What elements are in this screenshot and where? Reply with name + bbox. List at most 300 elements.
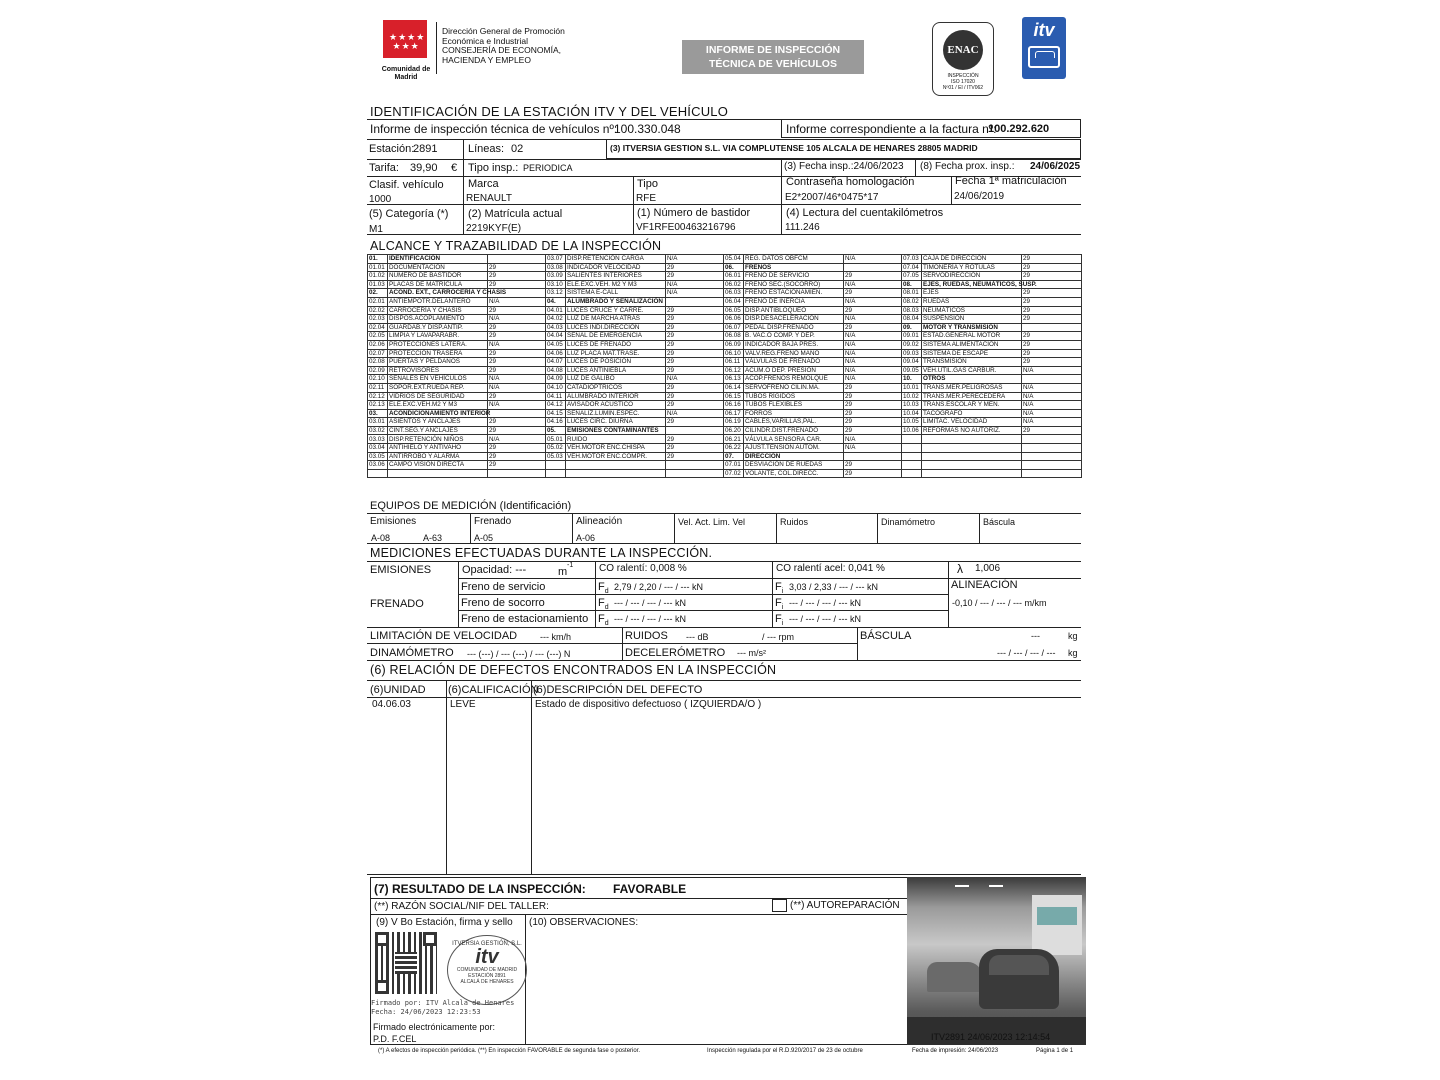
scope-row <box>368 426 1082 435</box>
scope-item <box>388 469 488 478</box>
scope-result: 29 <box>1022 272 1082 281</box>
enac-sub3: Nº01 / EI / ITV062 <box>942 85 984 91</box>
freno-estac-label: Freno de estacionamiento <box>461 613 589 625</box>
scope-item: LIMITAC. VELOCIDAD <box>922 418 1022 427</box>
scope-code: 09. <box>902 323 922 332</box>
scope-item: LUCES CRUCE Y CARRE. <box>566 306 666 315</box>
scope-result: 29 <box>1022 306 1082 315</box>
km-label: (4) Lectura del cuentakilómetros <box>786 207 944 219</box>
scope-row <box>368 409 1082 418</box>
factura-label: Informe correspondiente a la factura nº: <box>786 122 997 136</box>
bascula-v2: --- / --- / --- / --- <box>997 648 1056 658</box>
fd-servicio-value: 2,79 / 2,20 / --- / --- kN <box>614 582 704 592</box>
scope-result: 29 <box>488 418 546 427</box>
mediciones-title: MEDICIONES EFECTUADAS DURANTE LA INSPECCIÓN. <box>370 546 713 560</box>
scope-item: TRANS.MER.PERECEDERA <box>922 392 1022 401</box>
scope-result <box>1022 452 1082 461</box>
scope-item: B. VAC.O COMP. Y DEP. <box>744 332 844 341</box>
fd-socorro: $F_d$ <box>598 597 609 612</box>
defect-unidad: 04.06.03 <box>372 699 411 710</box>
col-calificacion: (6)CALIFICACIÓN <box>448 684 539 696</box>
scope-result: 29 <box>1022 349 1082 358</box>
scope-item: FRENO DE SERVICIO <box>744 272 844 281</box>
photo-caption: ITV2891 24/06/2023 12:14:54 <box>931 1032 1051 1042</box>
scope-item: SISTEMA DE ESCAPE <box>922 349 1022 358</box>
scope-result: 29 <box>488 444 546 453</box>
scope-code: 06.08 <box>724 332 744 341</box>
scope-code: 09.01 <box>902 332 922 341</box>
scope-item: VEH.UTIL.GAS CARBUR. <box>922 366 1022 375</box>
scope-row <box>368 306 1082 315</box>
scope-code: 10.01 <box>902 383 922 392</box>
scope-result: 29 <box>844 461 902 470</box>
scope-result: 29 <box>488 306 546 315</box>
scope-code: 04.07 <box>546 358 566 367</box>
fd-estac: $F_d$ <box>598 613 609 628</box>
scope-result: 29 <box>488 332 546 341</box>
scope-item: GUARDAB.Y DISP.ANTIP. <box>388 323 488 332</box>
scope-result: 29 <box>666 263 724 272</box>
tipo-insp-value: PERIODICA <box>523 163 573 173</box>
scope-row <box>368 469 1082 478</box>
lineas-value: 02 <box>511 143 524 155</box>
scope-item: INDICADOR VELOCIDAD <box>566 263 666 272</box>
scope-result: 29 <box>1022 263 1082 272</box>
fecha-mat-value: 24/06/2019 <box>954 191 1005 202</box>
scope-item: LUZ DE GÁLIBO <box>566 375 666 384</box>
tarifa-value: 39,90 <box>410 162 438 174</box>
med-emisiones-label: EMISIONES <box>370 564 432 576</box>
scope-result: 29 <box>844 306 902 315</box>
scope-item: CILINDR.DIST.FRENADO <box>744 426 844 435</box>
scope-result <box>488 409 546 418</box>
scope-result: N/A <box>666 280 724 289</box>
scope-code: 03.08 <box>546 263 566 272</box>
scope-item: VÁLVULA SENSORA CAR. <box>744 435 844 444</box>
fi-estac-value: --- / --- / --- / --- kN <box>789 614 861 624</box>
scope-code: 06.22 <box>724 444 744 453</box>
scope-row <box>368 401 1082 410</box>
scope-item: SALIENTES INTERIORES <box>566 272 666 281</box>
scope-result: N/A <box>844 280 902 289</box>
scope-code: 04. <box>546 297 566 306</box>
scope-code: 08.02 <box>902 297 922 306</box>
scope-result: 29 <box>1022 289 1082 298</box>
scope-code: 02.11 <box>368 383 388 392</box>
scope-result: N/A <box>488 435 546 444</box>
scope-result: N/A <box>1022 383 1082 392</box>
scope-item: ESTAD.GENERAL MOTOR <box>922 332 1022 341</box>
scope-code: 03. <box>368 409 388 418</box>
scope-result: 29 <box>844 469 902 478</box>
matricula-label: (2) Matrícula actual <box>468 208 563 220</box>
footer-note: (*) A efectos de inspección periódica. (**) En inspección FAVORABLE de segunda fase o posterior. <box>378 1048 641 1054</box>
scope-item <box>922 461 1022 470</box>
scope-item: ANTIRROBO Y ALARMA <box>388 452 488 461</box>
scope-result: 29 <box>666 358 724 367</box>
scope-item: TACÓGRAFO <box>922 409 1022 418</box>
scope-code: 06.19 <box>724 418 744 427</box>
scope-row <box>368 272 1082 281</box>
scope-code: 04.12 <box>546 401 566 410</box>
scope-item: TUBOS FLEXIBLES <box>744 401 844 410</box>
car-icon <box>1028 46 1060 68</box>
scope-result <box>1022 435 1082 444</box>
fd-estac-value: --- / --- / --- / --- kN <box>614 614 686 624</box>
scope-code: 06.01 <box>724 272 744 281</box>
fecha-prox-value: 24/06/2025 <box>1030 161 1081 172</box>
scope-item: TRANS.ESCOLAR Y MEN. <box>922 401 1022 410</box>
madrid-logo <box>383 20 427 68</box>
opacidad-exp: -1 <box>567 562 574 569</box>
scope-item: ELE.EXC.VEH. M2 Y M3 <box>566 280 666 289</box>
scope-row <box>368 315 1082 324</box>
scope-item: DISPOS.ACOPLAMIENTO <box>388 315 488 324</box>
scope-row <box>368 375 1082 384</box>
ruidos-db: --- dB <box>686 632 709 642</box>
scope-code: 04.15 <box>546 409 566 418</box>
alineacion-value: -0,10 / --- / --- / --- m/km <box>952 598 1047 608</box>
scope-code: 06.06 <box>724 315 744 324</box>
dg-line4: HACIENDA Y EMPLEO <box>442 54 531 65</box>
scope-item: PROTECCIONES LATERA. <box>388 340 488 349</box>
scope-code <box>902 469 922 478</box>
scope-result: 29 <box>488 349 546 358</box>
dg-line1: Dirección General de Promoción <box>442 26 565 36</box>
scope-row <box>368 452 1082 461</box>
scope-item: ANTIEMPOTR.DELANTERO <box>388 297 488 306</box>
decel-label: DECELERÓMETRO <box>625 647 726 659</box>
scope-code: 02.03 <box>368 315 388 324</box>
scope-result <box>666 426 724 435</box>
scope-result: N/A <box>1022 392 1082 401</box>
scope-item: LUZ DE MARCHA ATRÁS <box>566 315 666 324</box>
inspection-photo <box>907 877 1086 1045</box>
scope-item: ACOND. EXT., CARROCERÍA Y CHASIS <box>389 289 507 297</box>
ident-title: IDENTIFICACIÓN DE LA ESTACIÓN ITV Y DEL VEHÍCULO <box>370 104 729 119</box>
scope-item: CARROCERÍA Y CHASIS <box>388 306 488 315</box>
limitacion-label: LIMITACIÓN DE VELOCIDAD <box>370 630 518 642</box>
clasif-value: 1000 <box>369 194 392 205</box>
scope-code <box>546 469 566 478</box>
scope-row <box>368 383 1082 392</box>
fd-servicio: $F_d$ <box>598 581 609 596</box>
scope-code: 04.01 <box>546 306 566 315</box>
stamp-city: ALCALÁ DE HENARES <box>460 979 514 985</box>
categoria-label: (5) Categoría (*) <box>369 208 449 220</box>
scope-item: ALUMBRADO INTERIOR <box>566 392 666 401</box>
tipo-value: RFE <box>636 193 656 204</box>
scope-item: ACOP.FRENOS REMOLQUE <box>744 375 844 384</box>
matricula-value: 2219KYF(E) <box>466 223 522 234</box>
scope-result: N/A <box>844 358 902 367</box>
scope-row <box>368 289 1082 298</box>
scope-code: 01.01 <box>368 263 388 272</box>
scope-item: PUERTAS Y PELDAÑOS <box>388 358 488 367</box>
scope-item: VÁLVULAS DE FRENADO <box>744 358 844 367</box>
scope-item: SISTEMA E-CALL <box>566 289 666 298</box>
scope-result: 29 <box>1022 332 1082 341</box>
empresa-text: (3) ITVERSIA GESTION S.L. VIA COMPLUTENSE 105 ALCALA DE HENARES 28805 MADRID <box>610 143 978 153</box>
marca-label: Marca <box>468 178 499 190</box>
scope-result: 29 <box>1022 340 1082 349</box>
scope-code: 04.08 <box>546 366 566 375</box>
scope-result: N/A <box>666 375 724 384</box>
tarifa-label: Tarifa: <box>369 162 399 174</box>
scope-item: SEÑALIZ.LUMIN.ESPEC. <box>566 409 666 418</box>
scope-item: PROTECCIÓN TRASERA <box>388 349 488 358</box>
bastidor-value: VF1RFE00463216796 <box>636 222 736 233</box>
fecha-insp: (3) Fecha insp.:24/06/2023 <box>784 161 904 172</box>
informe-label: Informe de inspección técnica de vehículos nº: <box>370 122 618 136</box>
scope-item: ACONDICIONAMIENTO INTERIOR <box>389 409 491 417</box>
scope-result: N/A <box>488 383 546 392</box>
tipo-label: Tipo <box>637 178 658 190</box>
tipo-insp-label: Tipo insp.: <box>468 162 519 174</box>
scope-code: 06.17 <box>724 409 744 418</box>
scope-item: VIDRIOS DE SEGURIDAD <box>388 392 488 401</box>
itv-label: itv <box>1033 20 1055 40</box>
scope-code <box>368 469 388 478</box>
scope-code: 06.09 <box>724 340 744 349</box>
scope-item <box>922 469 1022 478</box>
scope-item: TRANS.MER.PELIGROSAS <box>922 383 1022 392</box>
fecha-prox-label: (8) Fecha prox. insp.: <box>920 161 1015 172</box>
eq-emisiones-v2: A-63 <box>423 533 443 543</box>
enac-logo <box>932 22 994 96</box>
scope-result: 29 <box>1022 315 1082 324</box>
ruidos-label: RUIDOS <box>625 630 668 642</box>
scope-item: TIMONERÍA Y RÓTULAS <box>922 263 1022 272</box>
scope-item: LUZ PLACA MAT.TRASE. <box>566 349 666 358</box>
scope-result: 29 <box>666 323 724 332</box>
ruidos-rpm: / --- rpm <box>762 632 794 642</box>
scope-item <box>566 461 666 470</box>
co-ralenti-acel: CO ralentí acel: 0,041 % <box>776 563 885 574</box>
scope-item: INDICADOR BAJA PRES. <box>744 340 844 349</box>
lineas-label: Líneas: <box>468 143 505 155</box>
scope-item: VEH.MOTOR ENC.COMPR. <box>566 452 666 461</box>
scope-code: 09.02 <box>902 340 922 349</box>
scope-item: VOLANTE, COL.DIRECC. <box>744 469 844 478</box>
autoreparacion-checkbox[interactable] <box>772 899 787 912</box>
dg-line3: CONSEJERÍA DE ECONOMÍA, <box>442 45 562 55</box>
scope-code: 09.05 <box>902 366 922 375</box>
scope-code: 02.01 <box>368 297 388 306</box>
scope-row <box>368 297 1082 306</box>
opacidad-unit: m <box>558 566 568 578</box>
razon-social-label: (**) RAZÓN SOCIAL/NIF DEL TALLER: <box>374 901 549 912</box>
scope-code: 05.03 <box>546 452 566 461</box>
fd-socorro-value: --- / --- / --- / --- kN <box>614 598 686 608</box>
report-banner <box>682 40 864 74</box>
scope-code: 06.14 <box>724 383 744 392</box>
scope-item: DISP.RETENCIÓN NIÑOS <box>388 435 488 444</box>
itv-logo <box>1022 17 1066 79</box>
scope-item: NÚMERO DE BASTIDOR <box>388 272 488 281</box>
scope-result: 29 <box>488 426 546 435</box>
estacion-label: Estación: <box>369 143 415 155</box>
scope-result: 29 <box>666 272 724 281</box>
scope-code: 01. <box>368 255 388 264</box>
scope-result <box>1022 375 1082 384</box>
scope-item: RETROVISORES <box>388 366 488 375</box>
scope-result: 29 <box>844 272 902 281</box>
scope-item <box>566 469 666 478</box>
scope-item: LUCES ANTINIEBLA <box>566 366 666 375</box>
scope-code: 09.04 <box>902 358 922 367</box>
scope-code: 10.03 <box>902 401 922 410</box>
scope-item: ASIENTOS Y ANCLAJES <box>388 418 488 427</box>
firmado-pd: P.D. F.CEL <box>373 1034 417 1044</box>
scope-item: LUCES DE POSICIÓN <box>566 358 666 367</box>
scope-result: N/A <box>844 375 902 384</box>
stamp-station: ESTACIÓN 2891 <box>468 973 506 979</box>
dinamometro-value: --- (---) / --- (---) / --- (---) N <box>467 649 571 659</box>
scope-item: CAJA DE DIRECCIÓN <box>922 255 1022 264</box>
scope-code: 02.05 <box>368 332 388 341</box>
eq-frenado-value: A-05 <box>474 533 494 543</box>
scope-code: 06.10 <box>724 349 744 358</box>
scope-item: TUBOS RÍGIDOS <box>744 392 844 401</box>
scope-row <box>368 255 1082 264</box>
scope-code: 06.11 <box>724 358 744 367</box>
scope-result: 29 <box>488 392 546 401</box>
qr-code <box>375 932 437 994</box>
scope-result <box>1022 469 1082 478</box>
eq-alineacion-label: Alineación <box>576 516 623 527</box>
scope-title: ALCANCE Y TRAZABILIDAD DE LA INSPECCIÓN <box>370 239 662 253</box>
scope-result: 29 <box>488 280 546 289</box>
scope-item: ELE.EXC.VEH.M2 Y M3 <box>388 401 488 410</box>
scope-item: LIMPIA Y LAVAPARABR. <box>388 332 488 341</box>
scope-item: NEUMÁTICOS <box>922 306 1022 315</box>
scope-result <box>844 263 902 272</box>
scope-code: 04.03 <box>546 323 566 332</box>
scope-code: 10.02 <box>902 392 922 401</box>
fi-estac: $F_i$ <box>775 613 784 628</box>
scope-code: 03.02 <box>368 426 388 435</box>
enac-sub2: ISO 17020 <box>951 79 975 85</box>
scope-code: 06.13 <box>724 375 744 384</box>
scope-result: 29 <box>666 452 724 461</box>
fi-servicio-value: 3,03 / 2,33 / --- / --- kN <box>789 582 879 592</box>
scope-code: 02.09 <box>368 366 388 375</box>
scope-code: 02.02 <box>368 306 388 315</box>
scope-row <box>368 263 1082 272</box>
scope-code: 03.07 <box>546 255 566 264</box>
eq-dinamometro-label: Dinamómetro <box>881 517 936 527</box>
eq-ruidos-label: Ruidos <box>780 517 809 527</box>
scope-result <box>844 452 902 461</box>
limitacion-value: --- km/h <box>540 632 571 642</box>
scope-item: LUCES INDI.DIRECCIÓN <box>566 323 666 332</box>
scope-row <box>368 349 1082 358</box>
scope-code: 04.11 <box>546 392 566 401</box>
scope-code <box>902 435 922 444</box>
scope-result <box>666 461 724 470</box>
scope-item: SERVODIRECCIÓN <box>922 272 1022 281</box>
scope-result: 29 <box>488 323 546 332</box>
scope-item: IDENTIFICACIÓN <box>388 255 488 264</box>
scope-item: ACUM.O DEP. PRESIÓN <box>744 366 844 375</box>
footer-pagina: Página 1 de 1 <box>1036 1048 1074 1054</box>
scope-code: 07.04 <box>902 263 922 272</box>
scope-result: N/A <box>844 340 902 349</box>
scope-code: 06.12 <box>724 366 744 375</box>
scope-result: 29 <box>844 401 902 410</box>
scope-item: EMISIONES CONTAMINANTES <box>566 426 666 435</box>
lambda-value: 1,006 <box>975 563 1001 574</box>
scope-code: 07.02 <box>724 469 744 478</box>
clasif-label: Clasif. vehículo <box>369 179 444 191</box>
scope-code: 04.10 <box>546 383 566 392</box>
scope-item: SUSPENSIÓN <box>922 315 1022 324</box>
scope-result: 29 <box>488 358 546 367</box>
scope-code: 03.12 <box>546 289 566 298</box>
eq-emisiones-label: Emisiones <box>370 516 417 527</box>
scope-code: 03.09 <box>546 272 566 281</box>
scope-table-wrap <box>367 254 1082 478</box>
fi-servicio: $F_i$ <box>775 581 784 596</box>
scope-result: 29 <box>666 401 724 410</box>
scope-item: REG. DATOS OBFCM <box>744 255 844 264</box>
scope-code: 08.03 <box>902 306 922 315</box>
scope-item: EJES, RUEDAS, NEUMÁTICOS, SUSP. <box>923 280 1037 288</box>
scope-result: 29 <box>844 418 902 427</box>
scope-code: 02.06 <box>368 340 388 349</box>
scope-code: 06.15 <box>724 392 744 401</box>
scope-code: 04.02 <box>546 315 566 324</box>
freno-socorro-label: Freno de socorro <box>461 597 545 609</box>
scope-result: N/A <box>1022 418 1082 427</box>
scope-table <box>367 254 1082 478</box>
scope-item: RUEDAS <box>922 297 1022 306</box>
scope-row <box>368 461 1082 470</box>
scope-code: 08. <box>902 280 922 289</box>
fecha-mat-label: Fecha 1ª matriculación <box>955 175 1067 187</box>
stamp-top: ITVERSIA GESTIÓN, S.L. <box>452 941 522 947</box>
scope-result: 29 <box>488 461 546 470</box>
scope-item: TRANSMISIÓN <box>922 358 1022 367</box>
scope-result: N/A <box>666 409 724 418</box>
scope-item: OTROS <box>922 375 1022 384</box>
direccion-general-block <box>442 27 565 65</box>
scope-result: N/A <box>844 332 902 341</box>
resultado-value: FAVORABLE <box>613 882 687 896</box>
firmado-line2: Fecha: 24/06/2023 12:23:53 <box>371 1008 481 1016</box>
scope-code: 04.16 <box>546 418 566 427</box>
scope-result: 29 <box>844 426 902 435</box>
scope-code: 05.02 <box>546 444 566 453</box>
col-descripcion: (6)DESCRIPCIÓN DEL DEFECTO <box>533 684 703 696</box>
scope-item: AVISADOR ACÚSTICO <box>566 401 666 410</box>
scope-result: N/A <box>844 297 902 306</box>
scope-item: LUCES CIRC. DIURNA <box>566 418 666 427</box>
scope-item: CAMPO VISIÓN DIRECTA <box>388 461 488 470</box>
scope-result: 29 <box>666 383 724 392</box>
fi-socorro: $F_i$ <box>775 597 784 612</box>
scope-result: 29 <box>666 366 724 375</box>
station-stamp <box>447 935 527 1005</box>
scope-item: FRENO SEC.(SOCORRO) <box>744 280 844 289</box>
scope-result <box>488 469 546 478</box>
scope-result: 29 <box>666 332 724 341</box>
scope-item: PEDAL DISP.FRENADO <box>744 323 844 332</box>
scope-row <box>368 280 1082 289</box>
scope-row <box>368 418 1082 427</box>
bascula-v1: --- <box>1031 631 1040 641</box>
